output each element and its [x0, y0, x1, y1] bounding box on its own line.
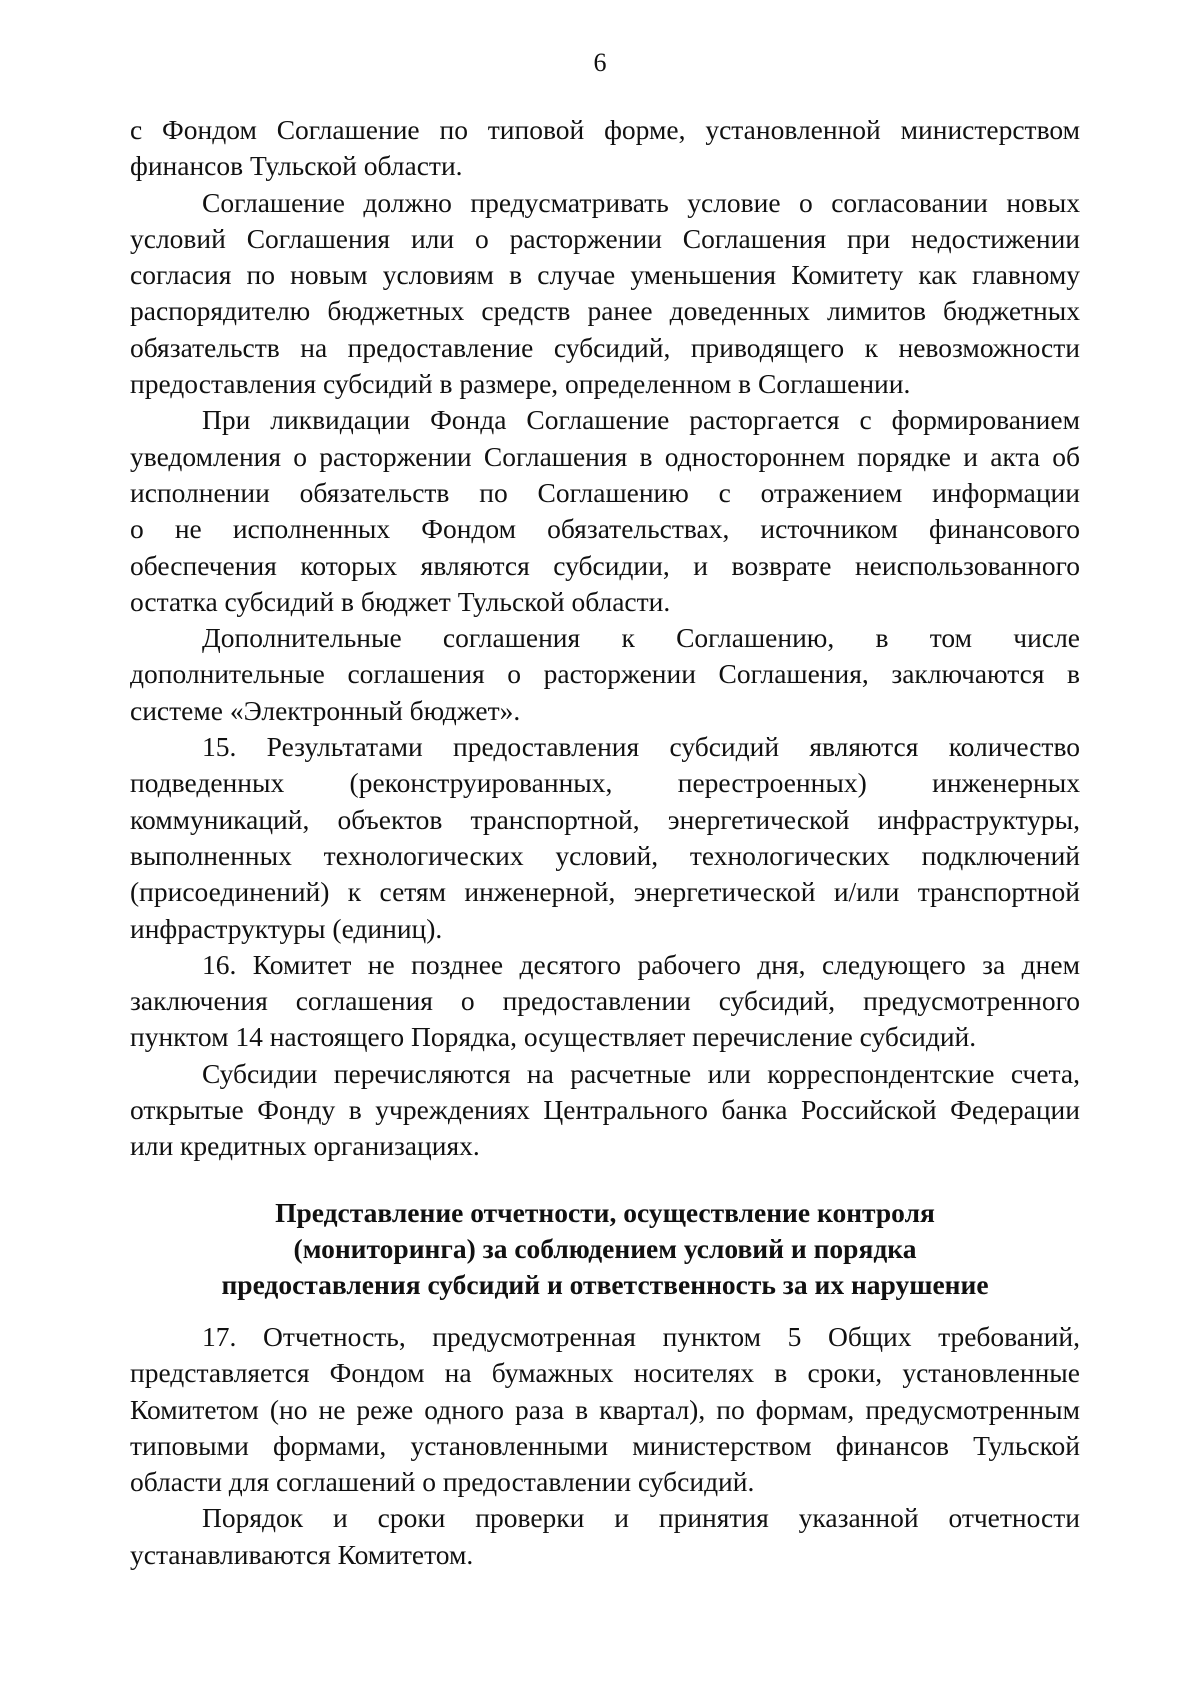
text-line: подведенных (реконструированных, перестроенных) инженерных [130, 767, 1080, 799]
text-line: 16. Комитет не позднее десятого рабочего дня, следующего за днем [202, 948, 1080, 980]
paragraph [130, 185, 1080, 403]
text-line: или кредитных организациях. [130, 1130, 480, 1162]
text-line: области для соглашений о предоставлении субсидий. [130, 1466, 755, 1498]
page-number: 6 [593, 48, 607, 77]
paragraph [130, 1500, 1080, 1573]
text-line: о не исполненных Фондом обязательствах, источником финансового [130, 513, 1080, 545]
text-line: 15. Результатами предоставления субсидий являются количество [202, 731, 1080, 763]
paragraph [130, 947, 1080, 1056]
text-line: согласия по новым условиям в случае уменьшения Комитету как главному [130, 259, 1080, 291]
text-line: коммуникаций, объектов транспортной, энергетической инфраструктуры, [130, 803, 1080, 835]
body-text-top [130, 112, 1080, 1165]
text-line: открытые Фонду в учреждениях Центрального банка Российской Федерации [130, 1094, 1080, 1126]
text-line: пунктом 14 настоящего Порядка, осуществляет перечисление субсидий. [130, 1021, 977, 1053]
text-line: Порядок и сроки проверки и принятия указанной отчетности [202, 1502, 1080, 1534]
paragraph [130, 112, 1080, 185]
paragraph [130, 1056, 1080, 1165]
paragraph [130, 729, 1080, 947]
text-line: При ликвидации Фонда Соглашение расторгается с формированием [202, 404, 1080, 436]
text-line: Комитетом (но не реже одного раза в квартал), по формам, предусмотренным [130, 1393, 1080, 1425]
heading-line: предоставления субсидий и ответственность за их нарушение [221, 1269, 989, 1300]
text-line: обеспечения которых являются субсидии, и возврате неиспользованного [130, 549, 1080, 581]
text-line: Соглашение должно предусматривать условие о согласовании новых [202, 186, 1080, 218]
text-line: распорядителю бюджетных средств ранее доведенных лимитов бюджетных [130, 295, 1080, 327]
text-line: инфраструктуры (единиц). [130, 912, 443, 944]
text-line: системе «Электронный бюджет». [130, 694, 521, 726]
section-heading [130, 1195, 1080, 1303]
text-line: типовыми формами, установленными министерством финансов Тульской [130, 1429, 1080, 1461]
text-line: дополнительные соглашения о расторжении Соглашения, заключаются в [130, 658, 1080, 690]
paragraph [130, 1319, 1080, 1500]
text-line: с Фондом Соглашение по типовой форме, установленной министерством [130, 114, 1080, 145]
text-line: уведомления о расторжении Соглашения в одностороннем порядке и акта об [130, 440, 1080, 472]
text-line: Субсидии перечисляются на расчетные или корреспондентские счета, [202, 1057, 1080, 1089]
body-text-bottom [130, 1319, 1080, 1573]
text-line: финансов Тульской области. [130, 150, 463, 182]
paragraph [130, 620, 1080, 729]
heading-line: (мониторинга) за соблюдением условий и порядка [293, 1233, 917, 1264]
text-line: Дополнительные соглашения к Соглашению, в том числе [202, 622, 1080, 654]
text-line: заключения соглашения о предоставлении субсидий, предусмотренного [130, 985, 1080, 1017]
text-line: (присоединений) к сетям инженерной, энергетической и/или транспортной [130, 876, 1080, 908]
heading-line: Представление отчетности, осуществление контроля [275, 1197, 935, 1228]
paragraph [130, 402, 1080, 620]
text-line: остатка субсидий в бюджет Тульской области. [130, 585, 671, 617]
text-line: выполненных технологических условий, технологических подключений [130, 839, 1080, 871]
text-line: условий Соглашения или о расторжении Соглашения при недостижении [130, 222, 1080, 254]
text-line: устанавливаются Комитетом. [130, 1538, 474, 1570]
text-line: 17. Отчетность, предусмотренная пунктом 5 Общих требований, [202, 1321, 1080, 1352]
text-line: предоставления субсидий в размере, определенном в Соглашении. [130, 368, 911, 400]
text-line: обязательств на предоставление субсидий, приводящего к невозможности [130, 331, 1080, 363]
text-line: представляется Фондом на бумажных носителях в сроки, установленные [130, 1357, 1080, 1389]
text-line: исполнении обязательств по Соглашению с отражением информации [130, 476, 1080, 508]
